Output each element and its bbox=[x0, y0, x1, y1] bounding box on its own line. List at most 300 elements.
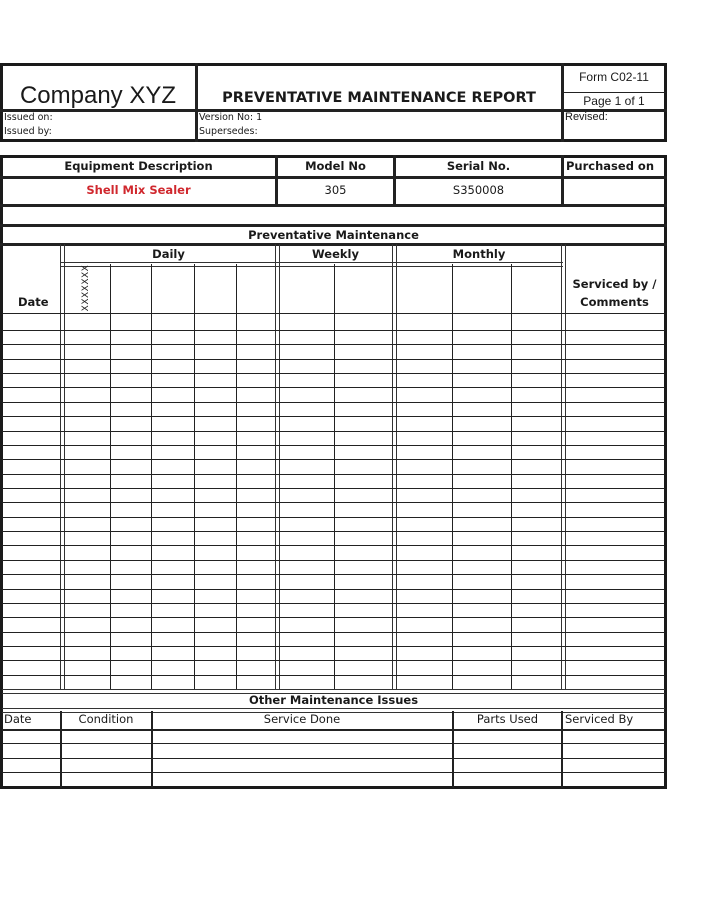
table-cell[interactable] bbox=[453, 344, 510, 356]
table-cell[interactable] bbox=[152, 517, 193, 529]
table-cell[interactable] bbox=[453, 531, 510, 543]
table-cell[interactable] bbox=[453, 330, 510, 342]
table-cell[interactable] bbox=[62, 760, 151, 771]
table-cell[interactable] bbox=[62, 344, 109, 356]
table-cell[interactable] bbox=[335, 431, 393, 443]
table-cell[interactable] bbox=[195, 632, 235, 644]
table-cell[interactable] bbox=[512, 675, 562, 687]
table-cell[interactable] bbox=[564, 617, 663, 629]
table-cell[interactable] bbox=[453, 445, 510, 457]
table-cell[interactable] bbox=[453, 373, 510, 385]
table-cell[interactable] bbox=[2, 545, 60, 557]
table-cell[interactable] bbox=[335, 344, 393, 356]
table-cell[interactable] bbox=[237, 603, 276, 615]
table-cell[interactable] bbox=[512, 330, 562, 342]
table-cell[interactable] bbox=[111, 313, 150, 328]
table-cell[interactable] bbox=[512, 459, 562, 471]
table-cell[interactable] bbox=[395, 531, 451, 543]
table-cell[interactable] bbox=[62, 560, 109, 572]
table-cell[interactable] bbox=[512, 402, 562, 414]
table-cell[interactable] bbox=[395, 373, 451, 385]
table-cell[interactable] bbox=[152, 675, 193, 687]
equipment-description-value[interactable]: Shell Mix Sealer bbox=[86, 183, 191, 197]
table-cell[interactable] bbox=[278, 502, 333, 514]
table-cell[interactable] bbox=[195, 545, 235, 557]
table-cell[interactable] bbox=[512, 502, 562, 514]
table-cell[interactable] bbox=[564, 359, 663, 371]
table-cell[interactable] bbox=[152, 459, 193, 471]
table-cell[interactable] bbox=[62, 387, 109, 399]
table-cell[interactable] bbox=[278, 632, 333, 644]
table-cell[interactable] bbox=[2, 632, 60, 644]
table-cell[interactable] bbox=[237, 617, 276, 629]
table-cell[interactable] bbox=[2, 359, 60, 371]
table-cell[interactable] bbox=[564, 517, 663, 529]
table-cell[interactable] bbox=[453, 560, 510, 572]
table-cell[interactable] bbox=[453, 313, 510, 328]
table-cell[interactable] bbox=[564, 474, 663, 486]
table-cell[interactable] bbox=[152, 474, 193, 486]
table-cell[interactable] bbox=[62, 574, 109, 586]
table-cell[interactable] bbox=[278, 373, 333, 385]
table-cell[interactable] bbox=[195, 675, 235, 687]
table-cell[interactable] bbox=[335, 387, 393, 399]
table-cell[interactable] bbox=[335, 474, 393, 486]
table-cell[interactable] bbox=[564, 502, 663, 514]
table-cell[interactable] bbox=[335, 574, 393, 586]
table-cell[interactable] bbox=[111, 445, 150, 457]
table-cell[interactable] bbox=[2, 589, 60, 601]
table-cell[interactable] bbox=[152, 603, 193, 615]
table-cell[interactable] bbox=[395, 359, 451, 371]
table-cell[interactable] bbox=[278, 402, 333, 414]
table-cell[interactable] bbox=[395, 474, 451, 486]
table-cell[interactable] bbox=[453, 474, 510, 486]
table-cell[interactable] bbox=[564, 402, 663, 414]
table-cell[interactable] bbox=[395, 431, 451, 443]
table-cell[interactable] bbox=[395, 560, 451, 572]
table-cell[interactable] bbox=[278, 359, 333, 371]
table-cell[interactable] bbox=[2, 344, 60, 356]
table-cell[interactable] bbox=[335, 603, 393, 615]
table-cell[interactable] bbox=[237, 416, 276, 428]
table-cell[interactable] bbox=[395, 445, 451, 457]
table-cell[interactable] bbox=[564, 545, 663, 557]
table-cell[interactable] bbox=[62, 660, 109, 672]
table-cell[interactable] bbox=[62, 745, 151, 756]
table-cell[interactable] bbox=[512, 617, 562, 629]
table-cell[interactable] bbox=[62, 617, 109, 629]
table-cell[interactable] bbox=[2, 445, 60, 457]
table-cell[interactable] bbox=[512, 359, 562, 371]
table-cell[interactable] bbox=[195, 502, 235, 514]
table-cell[interactable] bbox=[512, 589, 562, 601]
table-cell[interactable] bbox=[395, 589, 451, 601]
table-cell[interactable] bbox=[395, 402, 451, 414]
table-cell[interactable] bbox=[278, 646, 333, 658]
table-cell[interactable] bbox=[152, 646, 193, 658]
table-cell[interactable] bbox=[152, 574, 193, 586]
table-cell[interactable] bbox=[152, 445, 193, 457]
table-cell[interactable] bbox=[195, 402, 235, 414]
table-cell[interactable] bbox=[395, 502, 451, 514]
table-cell[interactable] bbox=[62, 416, 109, 428]
table-cell[interactable] bbox=[237, 459, 276, 471]
table-cell[interactable] bbox=[237, 474, 276, 486]
table-cell[interactable] bbox=[111, 660, 150, 672]
table-cell[interactable] bbox=[395, 517, 451, 529]
table-cell[interactable] bbox=[395, 646, 451, 658]
table-cell[interactable] bbox=[564, 344, 663, 356]
table-cell[interactable] bbox=[395, 344, 451, 356]
table-cell[interactable] bbox=[564, 646, 663, 658]
table-cell[interactable] bbox=[2, 560, 60, 572]
table-cell[interactable] bbox=[111, 675, 150, 687]
table-cell[interactable] bbox=[237, 560, 276, 572]
table-cell[interactable] bbox=[564, 675, 663, 687]
table-cell[interactable] bbox=[278, 517, 333, 529]
table-cell[interactable] bbox=[62, 474, 109, 486]
table-cell[interactable] bbox=[512, 632, 562, 644]
table-cell[interactable] bbox=[395, 603, 451, 615]
table-cell[interactable] bbox=[237, 502, 276, 514]
table-cell[interactable] bbox=[111, 589, 150, 601]
table-cell[interactable] bbox=[195, 603, 235, 615]
table-cell[interactable] bbox=[453, 459, 510, 471]
table-cell[interactable] bbox=[335, 373, 393, 385]
table-cell[interactable] bbox=[2, 745, 60, 756]
table-cell[interactable] bbox=[152, 431, 193, 443]
table-cell[interactable] bbox=[111, 617, 150, 629]
table-cell[interactable] bbox=[2, 617, 60, 629]
table-cell[interactable] bbox=[512, 416, 562, 428]
table-cell[interactable] bbox=[453, 617, 510, 629]
table-cell[interactable] bbox=[152, 330, 193, 342]
table-cell[interactable] bbox=[62, 545, 109, 557]
table-cell[interactable] bbox=[62, 313, 109, 328]
table-cell[interactable] bbox=[453, 646, 510, 658]
table-cell[interactable] bbox=[512, 517, 562, 529]
table-cell[interactable] bbox=[564, 330, 663, 342]
table-cell[interactable] bbox=[2, 760, 60, 771]
table-cell[interactable] bbox=[152, 373, 193, 385]
table-cell[interactable] bbox=[563, 760, 663, 771]
table-cell[interactable] bbox=[2, 574, 60, 586]
table-cell[interactable] bbox=[454, 731, 561, 742]
table-cell[interactable] bbox=[395, 632, 451, 644]
table-cell[interactable] bbox=[335, 359, 393, 371]
table-cell[interactable] bbox=[453, 431, 510, 443]
table-cell[interactable] bbox=[152, 502, 193, 514]
model-no-value[interactable]: 305 bbox=[324, 183, 347, 197]
table-cell[interactable] bbox=[237, 574, 276, 586]
table-cell[interactable] bbox=[563, 731, 663, 742]
table-cell[interactable] bbox=[152, 387, 193, 399]
table-cell[interactable] bbox=[62, 488, 109, 500]
table-cell[interactable] bbox=[564, 574, 663, 586]
table-cell[interactable] bbox=[395, 313, 451, 328]
table-cell[interactable] bbox=[237, 445, 276, 457]
table-cell[interactable] bbox=[237, 517, 276, 529]
table-cell[interactable] bbox=[62, 774, 151, 785]
table-cell[interactable] bbox=[62, 517, 109, 529]
table-cell[interactable] bbox=[111, 344, 150, 356]
table-cell[interactable] bbox=[564, 531, 663, 543]
table-cell[interactable] bbox=[278, 459, 333, 471]
table-cell[interactable] bbox=[453, 387, 510, 399]
table-cell[interactable] bbox=[2, 402, 60, 414]
table-cell[interactable] bbox=[237, 373, 276, 385]
table-cell[interactable] bbox=[512, 531, 562, 543]
table-cell[interactable] bbox=[152, 660, 193, 672]
table-cell[interactable] bbox=[62, 646, 109, 658]
table-cell[interactable] bbox=[2, 313, 60, 328]
table-cell[interactable] bbox=[278, 560, 333, 572]
table-cell[interactable] bbox=[395, 459, 451, 471]
table-cell[interactable] bbox=[395, 416, 451, 428]
table-cell[interactable] bbox=[195, 560, 235, 572]
table-cell[interactable] bbox=[195, 660, 235, 672]
table-cell[interactable] bbox=[563, 774, 663, 785]
table-cell[interactable] bbox=[62, 373, 109, 385]
table-cell[interactable] bbox=[111, 474, 150, 486]
table-cell[interactable] bbox=[335, 660, 393, 672]
table-cell[interactable] bbox=[152, 488, 193, 500]
table-cell[interactable] bbox=[278, 603, 333, 615]
table-cell[interactable] bbox=[237, 359, 276, 371]
table-cell[interactable] bbox=[564, 313, 663, 328]
table-cell[interactable] bbox=[153, 760, 452, 771]
table-cell[interactable] bbox=[111, 531, 150, 543]
table-cell[interactable] bbox=[512, 646, 562, 658]
table-cell[interactable] bbox=[195, 517, 235, 529]
table-cell[interactable] bbox=[335, 416, 393, 428]
table-cell[interactable] bbox=[453, 517, 510, 529]
table-cell[interactable] bbox=[2, 675, 60, 687]
table-cell[interactable] bbox=[453, 589, 510, 601]
table-cell[interactable] bbox=[335, 560, 393, 572]
table-cell[interactable] bbox=[512, 445, 562, 457]
table-cell[interactable] bbox=[2, 646, 60, 658]
table-cell[interactable] bbox=[335, 488, 393, 500]
table-cell[interactable] bbox=[153, 745, 452, 756]
table-cell[interactable] bbox=[195, 373, 235, 385]
table-cell[interactable] bbox=[278, 344, 333, 356]
table-cell[interactable] bbox=[237, 589, 276, 601]
table-cell[interactable] bbox=[237, 675, 276, 687]
table-cell[interactable] bbox=[335, 459, 393, 471]
table-cell[interactable] bbox=[111, 488, 150, 500]
table-cell[interactable] bbox=[335, 502, 393, 514]
table-cell[interactable] bbox=[111, 416, 150, 428]
table-cell[interactable] bbox=[152, 359, 193, 371]
table-cell[interactable] bbox=[335, 675, 393, 687]
table-cell[interactable] bbox=[454, 760, 561, 771]
table-cell[interactable] bbox=[62, 402, 109, 414]
table-cell[interactable] bbox=[195, 330, 235, 342]
table-cell[interactable] bbox=[2, 517, 60, 529]
table-cell[interactable] bbox=[512, 387, 562, 399]
table-cell[interactable] bbox=[453, 488, 510, 500]
table-cell[interactable] bbox=[111, 387, 150, 399]
table-cell[interactable] bbox=[62, 359, 109, 371]
table-cell[interactable] bbox=[62, 731, 151, 742]
table-cell[interactable] bbox=[237, 431, 276, 443]
table-cell[interactable] bbox=[454, 774, 561, 785]
table-cell[interactable] bbox=[395, 330, 451, 342]
table-cell[interactable] bbox=[512, 660, 562, 672]
table-cell[interactable] bbox=[153, 774, 452, 785]
table-cell[interactable] bbox=[237, 402, 276, 414]
table-cell[interactable] bbox=[2, 774, 60, 785]
table-cell[interactable] bbox=[453, 660, 510, 672]
table-cell[interactable] bbox=[111, 330, 150, 342]
table-cell[interactable] bbox=[111, 517, 150, 529]
table-cell[interactable] bbox=[2, 531, 60, 543]
table-cell[interactable] bbox=[512, 545, 562, 557]
table-cell[interactable] bbox=[237, 660, 276, 672]
table-cell[interactable] bbox=[335, 617, 393, 629]
table-cell[interactable] bbox=[278, 617, 333, 629]
table-cell[interactable] bbox=[237, 488, 276, 500]
table-cell[interactable] bbox=[111, 560, 150, 572]
table-cell[interactable] bbox=[195, 646, 235, 658]
table-cell[interactable] bbox=[111, 646, 150, 658]
table-cell[interactable] bbox=[564, 488, 663, 500]
table-cell[interactable] bbox=[111, 603, 150, 615]
table-cell[interactable] bbox=[2, 387, 60, 399]
table-cell[interactable] bbox=[335, 632, 393, 644]
table-cell[interactable] bbox=[195, 344, 235, 356]
table-cell[interactable] bbox=[2, 330, 60, 342]
table-cell[interactable] bbox=[2, 416, 60, 428]
table-cell[interactable] bbox=[237, 632, 276, 644]
table-cell[interactable] bbox=[453, 632, 510, 644]
table-cell[interactable] bbox=[152, 560, 193, 572]
table-cell[interactable] bbox=[278, 416, 333, 428]
table-cell[interactable] bbox=[512, 474, 562, 486]
table-cell[interactable] bbox=[564, 660, 663, 672]
table-cell[interactable] bbox=[2, 603, 60, 615]
table-cell[interactable] bbox=[453, 502, 510, 514]
table-cell[interactable] bbox=[195, 445, 235, 457]
table-cell[interactable] bbox=[62, 675, 109, 687]
serial-no-value[interactable]: S350008 bbox=[452, 183, 505, 197]
table-cell[interactable] bbox=[62, 589, 109, 601]
table-cell[interactable] bbox=[152, 545, 193, 557]
table-cell[interactable] bbox=[237, 313, 276, 328]
table-cell[interactable] bbox=[395, 617, 451, 629]
table-cell[interactable] bbox=[62, 632, 109, 644]
table-cell[interactable] bbox=[335, 531, 393, 543]
table-cell[interactable] bbox=[564, 416, 663, 428]
table-cell[interactable] bbox=[512, 488, 562, 500]
table-cell[interactable] bbox=[278, 589, 333, 601]
table-cell[interactable] bbox=[564, 459, 663, 471]
table-cell[interactable] bbox=[278, 445, 333, 457]
table-cell[interactable] bbox=[278, 431, 333, 443]
table-cell[interactable] bbox=[111, 459, 150, 471]
table-cell[interactable] bbox=[195, 617, 235, 629]
table-cell[interactable] bbox=[237, 344, 276, 356]
table-cell[interactable] bbox=[278, 313, 333, 328]
table-cell[interactable] bbox=[564, 373, 663, 385]
table-cell[interactable] bbox=[335, 589, 393, 601]
table-cell[interactable] bbox=[237, 387, 276, 399]
table-cell[interactable] bbox=[278, 675, 333, 687]
table-cell[interactable] bbox=[453, 402, 510, 414]
table-cell[interactable] bbox=[278, 531, 333, 543]
table-cell[interactable] bbox=[195, 416, 235, 428]
table-cell[interactable] bbox=[512, 574, 562, 586]
table-cell[interactable] bbox=[195, 531, 235, 543]
table-cell[interactable] bbox=[2, 731, 60, 742]
table-cell[interactable] bbox=[564, 632, 663, 644]
table-cell[interactable] bbox=[335, 445, 393, 457]
table-cell[interactable] bbox=[335, 545, 393, 557]
table-cell[interactable] bbox=[395, 545, 451, 557]
table-cell[interactable] bbox=[395, 387, 451, 399]
table-cell[interactable] bbox=[564, 589, 663, 601]
table-cell[interactable] bbox=[453, 574, 510, 586]
table-cell[interactable] bbox=[237, 646, 276, 658]
table-cell[interactable] bbox=[195, 488, 235, 500]
table-cell[interactable] bbox=[278, 488, 333, 500]
table-cell[interactable] bbox=[152, 402, 193, 414]
table-cell[interactable] bbox=[152, 344, 193, 356]
table-cell[interactable] bbox=[395, 660, 451, 672]
table-cell[interactable] bbox=[395, 675, 451, 687]
table-cell[interactable] bbox=[2, 431, 60, 443]
table-cell[interactable] bbox=[195, 313, 235, 328]
table-cell[interactable] bbox=[152, 589, 193, 601]
table-cell[interactable] bbox=[111, 632, 150, 644]
table-cell[interactable] bbox=[395, 574, 451, 586]
table-cell[interactable] bbox=[2, 373, 60, 385]
table-cell[interactable] bbox=[2, 488, 60, 500]
table-cell[interactable] bbox=[62, 603, 109, 615]
table-cell[interactable] bbox=[237, 330, 276, 342]
table-cell[interactable] bbox=[563, 745, 663, 756]
table-cell[interactable] bbox=[195, 474, 235, 486]
table-cell[interactable] bbox=[564, 560, 663, 572]
table-cell[interactable] bbox=[2, 474, 60, 486]
table-cell[interactable] bbox=[278, 387, 333, 399]
table-cell[interactable] bbox=[237, 531, 276, 543]
table-cell[interactable] bbox=[453, 359, 510, 371]
table-cell[interactable] bbox=[564, 445, 663, 457]
table-cell[interactable] bbox=[512, 431, 562, 443]
table-cell[interactable] bbox=[153, 731, 452, 742]
table-cell[interactable] bbox=[195, 589, 235, 601]
table-cell[interactable] bbox=[335, 313, 393, 328]
table-cell[interactable] bbox=[237, 545, 276, 557]
table-cell[interactable] bbox=[564, 387, 663, 399]
table-cell[interactable] bbox=[195, 387, 235, 399]
table-cell[interactable] bbox=[512, 373, 562, 385]
table-cell[interactable] bbox=[111, 545, 150, 557]
table-cell[interactable] bbox=[152, 416, 193, 428]
table-cell[interactable] bbox=[564, 431, 663, 443]
table-cell[interactable] bbox=[335, 517, 393, 529]
table-cell[interactable] bbox=[195, 359, 235, 371]
table-cell[interactable] bbox=[453, 545, 510, 557]
table-cell[interactable] bbox=[111, 402, 150, 414]
table-cell[interactable] bbox=[62, 431, 109, 443]
table-cell[interactable] bbox=[395, 488, 451, 500]
table-cell[interactable] bbox=[152, 313, 193, 328]
table-cell[interactable] bbox=[62, 330, 109, 342]
